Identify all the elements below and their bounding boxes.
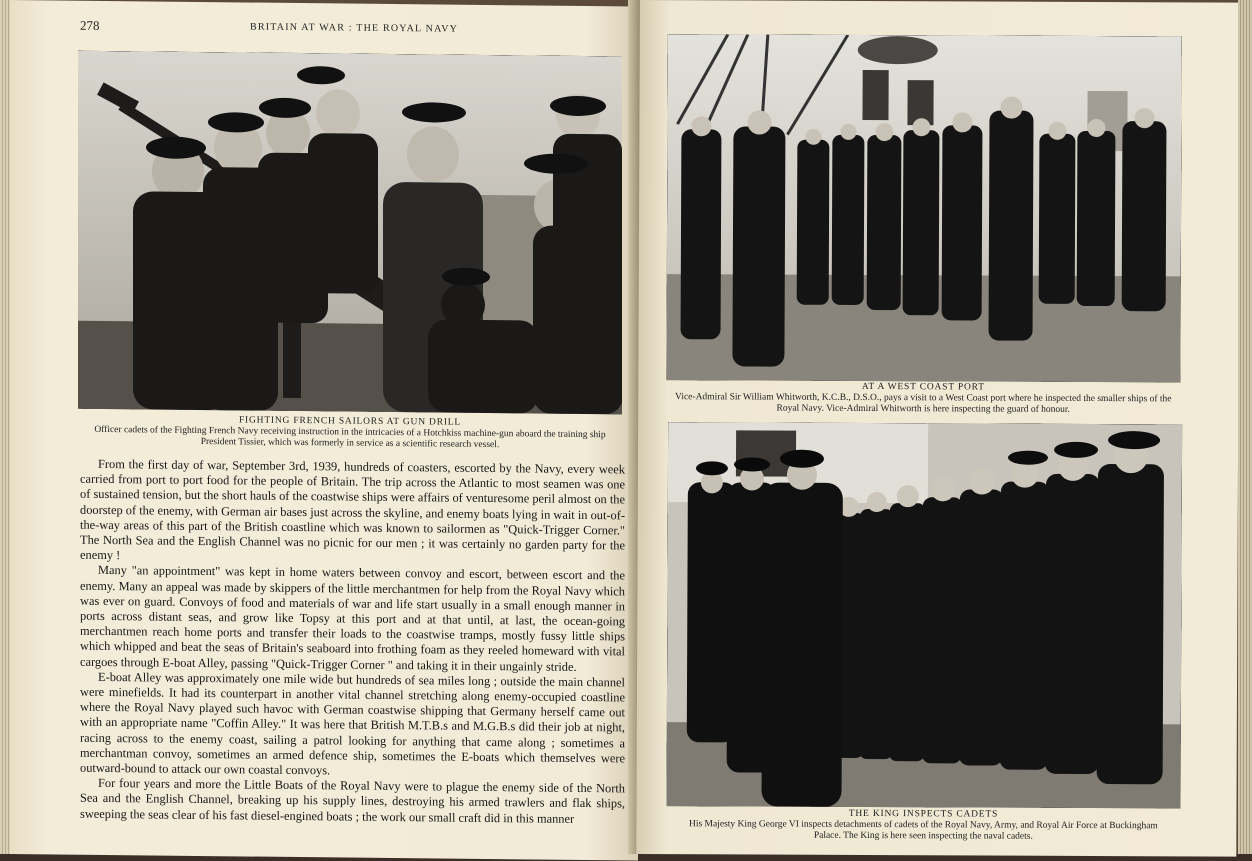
photo-west-coast-port xyxy=(666,34,1182,382)
top-caption-text: Vice-Admiral Sir William Whitworth, K.C.B., D.S.O., pays a visit to a West Coast port where he inspected the smaller ships of the Royal Navy. Vice-Admiral Whitworth is here inspecting the guard of honour. xyxy=(675,392,1172,415)
right-page xyxy=(636,0,1240,857)
bottom-caption-text: His Majesty King George VI inspects detachments of cadets of the Royal Navy, Army, and Royal Air Force at Buckingham Palace. The King is here seen inspecting the naval cadets. xyxy=(688,819,1158,842)
photo-king-inspects-cadets xyxy=(666,422,1182,808)
running-title: BRITAIN AT WAR : THE ROYAL NAVY xyxy=(250,21,459,35)
photo-caption-text: Officer cadets of the Fighting French Navy receiving instruction in the intricacies of a Hotchkiss machine-gun aboard the training ship President Tissier, which was formerly in service as a scientific research vessel. xyxy=(94,424,606,451)
photo-caption-title: FIGHTING FRENCH SAILORS AT GUN DRILL xyxy=(238,415,462,428)
running-head xyxy=(80,18,630,42)
article-body xyxy=(80,457,625,828)
paragraph: E-boat Alley was approximately one mile wide but hundreds of sea miles long ; outside the main channel were minefields. It had its counterpart in another vital channel stretching along enemy-occupied coastline where the Royal Navy played such havoc with German coastwise shipping that Germany herself came out with an appropriate name "Coffin Alley." It was here that British M.T.B.s and M.G.B.s did their job at night, racing across to the enemy coast, sailing a patrol looking for anything that came along ; sometimes a merchantman convoy, sometimes an armed defence ship, sometimes the E-boats which themselves were outward-bound to attack our own coastal convoys. xyxy=(80,669,625,778)
left-page xyxy=(10,0,638,861)
paragraph: For four years and more the Little Boats of the Royal Navy were to plague the enemy side of the North Sea and the English Channel, breaking up his supply lines, destroying his armed trawlers and flak ships, sweeping the seas clear of his fast diesel-engined boats ; the work our small craft did in this manner xyxy=(80,776,625,826)
right-page-edges xyxy=(1238,0,1252,854)
photo-sailors-gun-drill xyxy=(78,51,622,415)
page-number: 278 xyxy=(80,17,100,33)
paragraph: Many "an appointment" was kept in home waters between convoy and escort, between escort and the enemy. Many an appeal was made by skippers of the little merchantmen for help from the Royal Navy which was ever on guard. Convoys of food and materials of war and life start usually in a small enough manner in ports across distant seas, and grow like Topsy at this port and at that until, at last, the ocean-going merchantmen reach home ports and transfer their loads to the coastwise tramps, mostly fussy little ships which whipped and beat the seas of Britain's seaboard into frothing foam as they reeled homeward with vital cargoes through E-boat Alley, passing "Quick-Trigger Corner " and taking it in their ungainly stride. xyxy=(80,563,625,674)
bottom-caption-title: THE KING INSPECTS CADETS xyxy=(848,808,999,820)
paragraph: From the first day of war, September 3rd, 1939, hundreds of coasters, escorted by the Navy, every week carried from port to port food for the people of Britain. The trip across the Atlantic to most seamen was one of sustained tension, but the short hauls of the coastwise ships were affairs of venturesome peril almost on the doorstep of the enemy, with German air bases just across the skyline, and enemy boats lying in wait in out-of-the-way areas of this part of the British coastline which was known to sailormen as "Quick-Trigger Corner." The North Sea and the English Channel was no picnic for our men ; it was certainly no garden party for the enemy ! xyxy=(80,456,625,563)
top-caption-title: AT A WEST COAST PORT xyxy=(861,381,985,393)
